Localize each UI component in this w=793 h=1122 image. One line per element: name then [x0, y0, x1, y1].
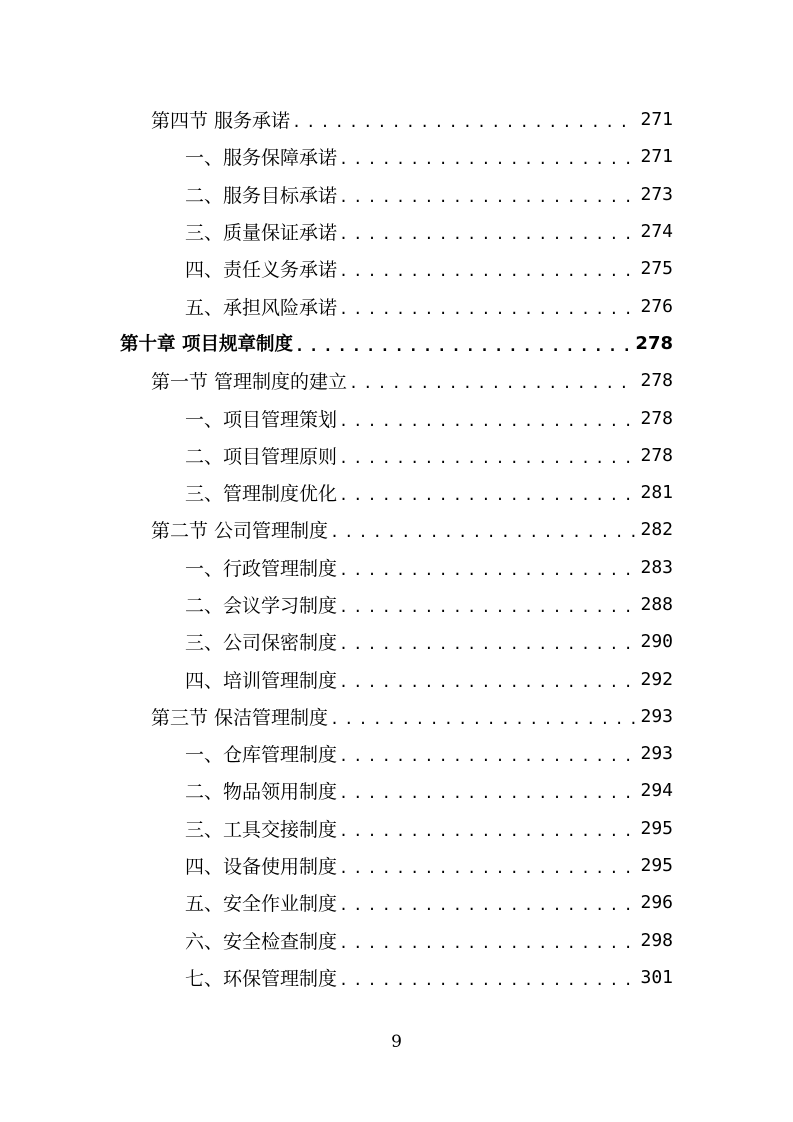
toc-subsection-entry[interactable] [0, 959, 793, 996]
toc-dot-leader [339, 786, 636, 801]
toc-entry-title: 第四节 服务承诺 [151, 110, 291, 133]
toc-dot-leader [339, 190, 636, 205]
toc-dot-leader [339, 936, 636, 951]
toc-subsection-entry[interactable] [0, 772, 793, 809]
toc-entry-page-number: 283 [640, 556, 673, 578]
toc-dot-leader [339, 488, 636, 503]
toc-subsection-entry[interactable] [0, 176, 793, 213]
toc-dot-leader [339, 600, 636, 615]
toc-dot-leader [339, 749, 636, 764]
toc-entry-page-number: 275 [640, 258, 673, 280]
toc-entry-page-number: 278 [640, 407, 673, 429]
toc-entry-page-number: 282 [640, 519, 673, 541]
toc-entry-title: 一、服务保障承诺 [185, 147, 338, 170]
toc-entry-title: 第三节 保洁管理制度 [151, 706, 329, 729]
toc-entry-title: 五、安全作业制度 [185, 893, 338, 916]
toc-entry-title: 第十章 项目规章制度 [120, 334, 293, 356]
toc-subsection-entry[interactable] [0, 549, 793, 586]
toc-dot-leader [339, 227, 636, 242]
toc-entry-page-number: 274 [640, 221, 673, 243]
toc-dot-leader [339, 637, 636, 652]
toc-subsection-entry[interactable] [0, 922, 793, 959]
toc-subsection-entry[interactable] [0, 660, 793, 697]
toc-subsection-entry[interactable] [0, 437, 793, 474]
toc-section-entry[interactable] [0, 362, 793, 399]
toc-entry-title: 七、环保管理制度 [185, 967, 338, 990]
toc-entry-title: 四、培训管理制度 [185, 669, 338, 692]
toc-entry-title: 第二节 公司管理制度 [151, 520, 329, 543]
toc-subsection-entry[interactable] [0, 250, 793, 287]
page-number: 9 [391, 1032, 402, 1052]
toc-entry-title: 一、项目管理策划 [185, 408, 338, 431]
toc-entry-page-number: 276 [640, 295, 673, 317]
toc-dot-leader [339, 861, 636, 876]
toc-entry-title: 五、承担风险承诺 [185, 296, 338, 319]
toc-subsection-entry[interactable] [0, 735, 793, 772]
toc-subsection-entry[interactable] [0, 586, 793, 623]
toc-dot-leader [339, 898, 636, 913]
toc-entry-page-number: 271 [640, 109, 673, 131]
toc-entry-page-number: 278 [640, 444, 673, 466]
toc-entry-page-number: 278 [640, 370, 673, 392]
toc-section-entry[interactable] [0, 511, 793, 548]
toc-subsection-entry[interactable] [0, 474, 793, 511]
toc-entry-page-number: 278 [635, 332, 673, 354]
toc-dot-leader [349, 376, 636, 391]
toc-subsection-entry[interactable] [0, 623, 793, 660]
toc-entry-page-number: 271 [640, 146, 673, 168]
toc-section-entry[interactable] [0, 101, 793, 138]
toc-entry-title: 二、会议学习制度 [185, 595, 338, 617]
toc-entry-page-number: 293 [640, 743, 673, 765]
toc-entry-title: 一、行政管理制度 [185, 557, 338, 580]
toc-subsection-entry[interactable] [0, 138, 793, 175]
toc-dot-leader [330, 712, 636, 727]
toc-dot-leader [339, 563, 636, 578]
toc-entry-title: 三、质量保证承诺 [185, 222, 338, 245]
toc-entry-title: 三、公司保密制度 [185, 632, 338, 655]
toc-entry-page-number: 281 [640, 482, 673, 504]
toc-entry-page-number: 301 [640, 966, 673, 988]
toc-dot-leader [339, 302, 636, 317]
toc-section-entry[interactable] [0, 698, 793, 735]
toc-entry-title: 一、仓库管理制度 [185, 744, 338, 767]
toc-dot-leader [339, 414, 636, 429]
toc-entry-title: 第一节 管理制度的建立 [151, 371, 348, 394]
toc-entry-page-number: 295 [640, 855, 673, 877]
toc-dot-leader [330, 525, 636, 540]
toc-entry-page-number: 293 [640, 705, 673, 727]
toc-subsection-entry[interactable] [0, 810, 793, 847]
toc-entry-title: 三、管理制度优化 [185, 483, 338, 506]
toc-entry-title: 四、责任义务承诺 [185, 259, 338, 282]
toc-dot-leader [339, 264, 636, 279]
toc-dot-leader [339, 824, 636, 839]
toc-subsection-entry[interactable] [0, 213, 793, 250]
toc-entry-page-number: 288 [640, 594, 673, 615]
toc-entry-title: 二、项目管理原则 [185, 445, 338, 468]
toc-dot-leader [292, 115, 636, 130]
toc-subsection-entry[interactable] [0, 847, 793, 884]
toc-entry-title: 四、设备使用制度 [185, 856, 338, 879]
toc-dot-leader [339, 675, 636, 690]
toc-subsection-entry[interactable] [0, 399, 793, 436]
toc-subsection-entry[interactable] [0, 287, 793, 324]
toc-dot-leader [295, 339, 631, 354]
table-of-contents [0, 101, 793, 996]
toc-entry-page-number: 296 [640, 892, 673, 914]
toc-entry-title: 三、工具交接制度 [185, 818, 338, 841]
toc-dot-leader [339, 973, 636, 988]
toc-entry-page-number: 295 [640, 817, 673, 839]
toc-entry-page-number: 292 [640, 668, 673, 690]
toc-chapter-entry[interactable] [0, 325, 793, 362]
toc-entry-title: 二、物品领用制度 [185, 781, 338, 804]
toc-dot-leader [339, 152, 636, 167]
toc-entry-page-number: 273 [640, 183, 673, 205]
toc-entry-page-number: 290 [640, 631, 673, 653]
toc-entry-page-number: 294 [640, 780, 673, 802]
toc-dot-leader [339, 451, 636, 466]
toc-entry-title: 二、服务目标承诺 [185, 184, 338, 207]
toc-subsection-entry[interactable] [0, 884, 793, 921]
toc-entry-title: 六、安全检查制度 [185, 930, 338, 953]
toc-entry-page-number: 298 [640, 929, 673, 951]
